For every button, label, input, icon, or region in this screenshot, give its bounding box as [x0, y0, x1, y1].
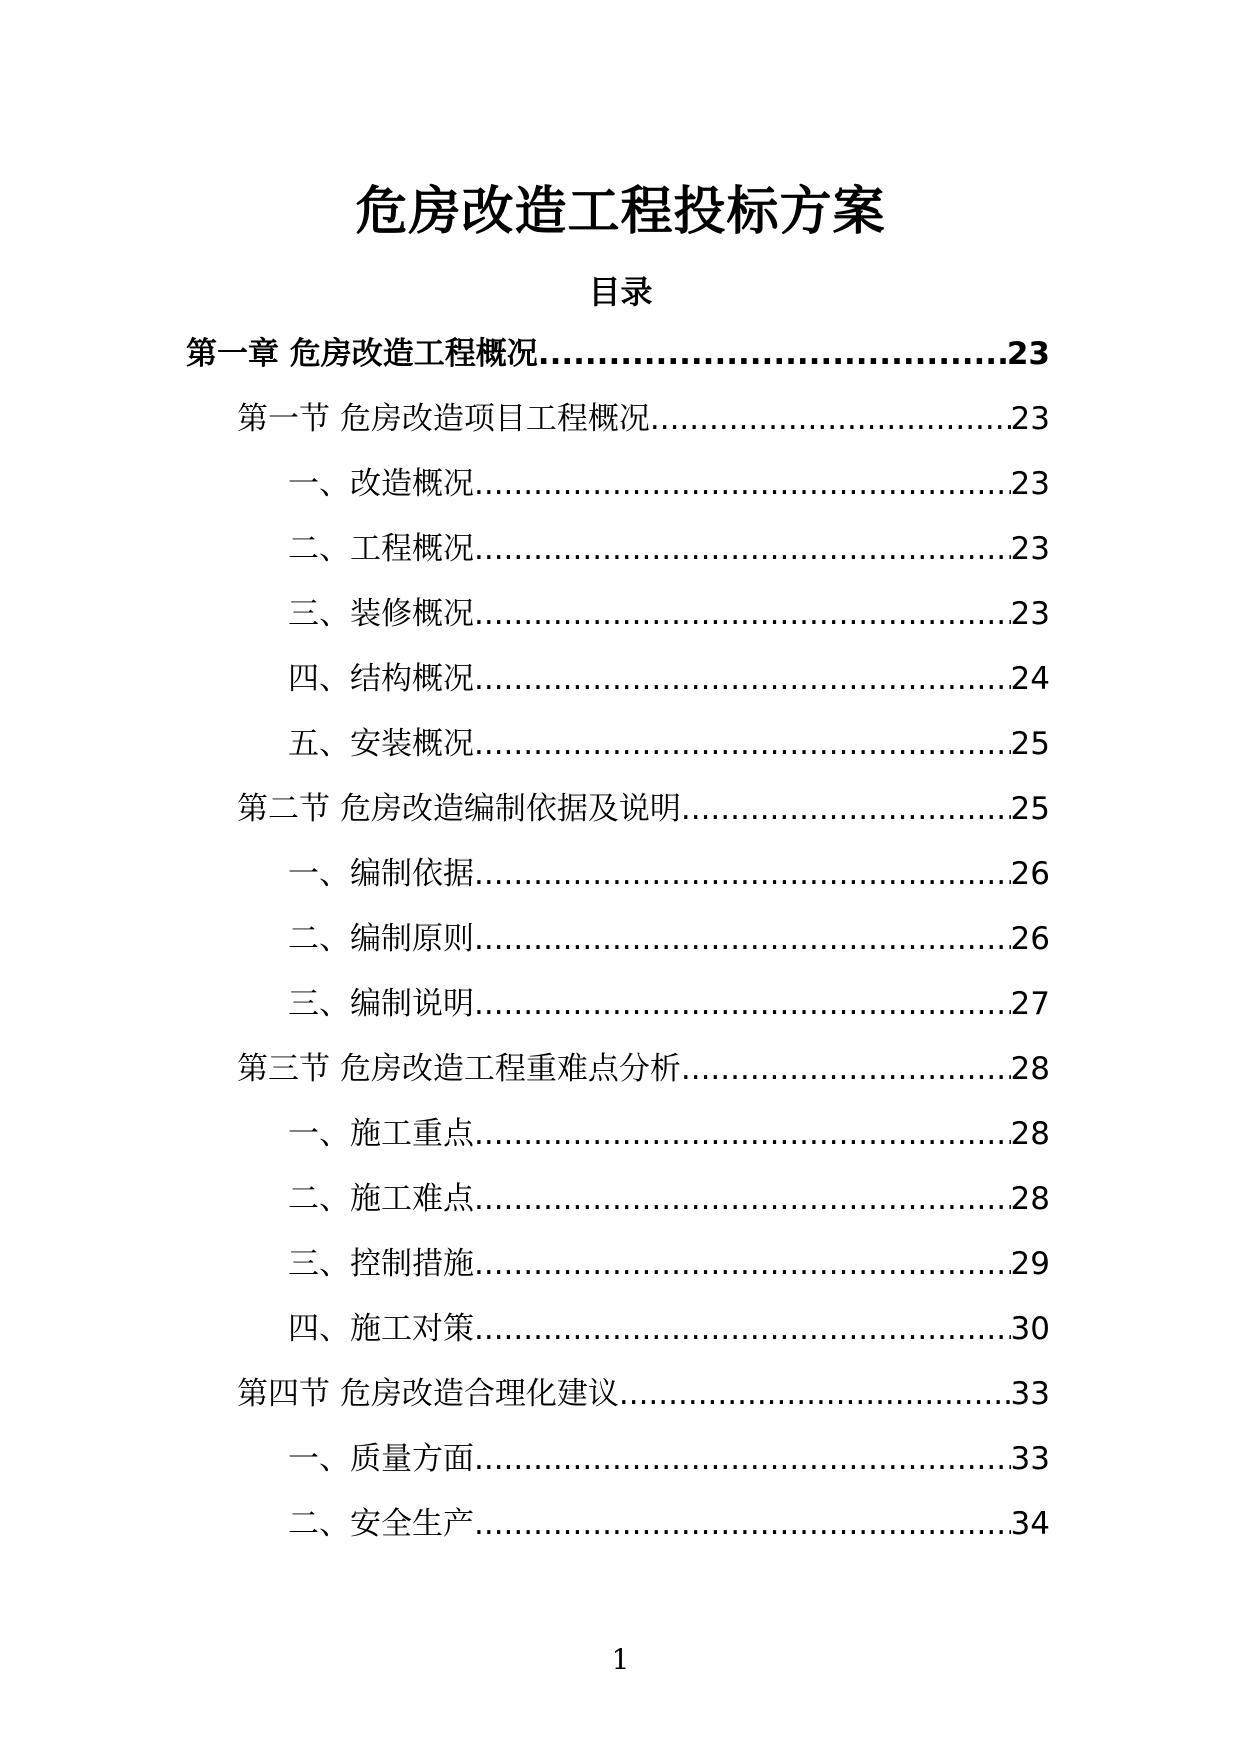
toc-entry[interactable] [186, 1372, 1050, 1437]
toc-entry-page: 24 [1010, 661, 1050, 697]
toc-entry-page: 26 [1010, 856, 1050, 892]
toc-dot-leader [474, 852, 1011, 896]
toc-dot-leader [650, 397, 1011, 441]
toc-entry-page: 29 [1010, 1246, 1050, 1282]
toc-entry-page: 28 [1010, 1051, 1050, 1087]
toc-entry[interactable] [186, 852, 1050, 917]
toc-heading: 目录 [588, 273, 653, 311]
toc-entry-page: 23 [1010, 531, 1050, 567]
toc-dot-leader [474, 527, 1011, 571]
toc-dot-leader [474, 1502, 1011, 1546]
toc-dot-leader [474, 462, 1011, 506]
toc-entry-title: 三、装修概况 [288, 596, 474, 632]
toc-entry-title: 第三节 危房改造工程重难点分析 [237, 1051, 681, 1087]
toc-entry-title: 四、结构概况 [288, 661, 474, 697]
toc-entry[interactable] [186, 787, 1050, 852]
table-of-contents [186, 332, 1050, 1567]
toc-entry-title: 二、施工难点 [288, 1181, 474, 1217]
toc-entry[interactable] [186, 1047, 1050, 1112]
toc-entry-page: 30 [1010, 1311, 1050, 1347]
toc-entry-title: 第一节 危房改造项目工程概况 [237, 401, 650, 437]
toc-dot-leader [474, 722, 1011, 766]
toc-entry-page: 23 [1010, 596, 1050, 632]
toc-dot-leader [619, 1372, 1011, 1416]
toc-entry-title: 第二节 危房改造编制依据及说明 [237, 791, 681, 827]
toc-dot-leader [474, 592, 1011, 636]
toc-entry-page: 28 [1010, 1116, 1050, 1152]
toc-entry[interactable] [186, 397, 1050, 462]
toc-dot-leader [474, 982, 1011, 1026]
toc-entry[interactable] [186, 332, 1050, 397]
toc-entry-title: 三、编制说明 [288, 986, 474, 1022]
toc-entry-title: 二、编制原则 [288, 921, 474, 957]
toc-entry[interactable] [186, 1502, 1050, 1567]
toc-entry-title: 一、质量方面 [288, 1441, 474, 1477]
toc-dot-leader [474, 1307, 1011, 1351]
toc-entry-page: 23 [1006, 336, 1050, 372]
toc-entry[interactable] [186, 722, 1050, 787]
toc-entry-page: 25 [1010, 791, 1050, 827]
toc-entry-title: 二、安全生产 [288, 1506, 474, 1542]
toc-entry[interactable] [186, 527, 1050, 592]
toc-entry[interactable] [186, 462, 1050, 527]
toc-entry[interactable] [186, 1242, 1050, 1307]
toc-entry-title: 二、工程概况 [288, 531, 474, 567]
toc-entry-title: 第一章 危房改造工程概况 [186, 336, 538, 372]
toc-entry-title: 一、改造概况 [288, 466, 474, 502]
toc-dot-leader [474, 1112, 1011, 1156]
toc-dot-leader [474, 1177, 1011, 1221]
toc-entry-title: 四、施工对策 [288, 1311, 474, 1347]
toc-entry[interactable] [186, 1307, 1050, 1372]
toc-dot-leader [681, 1047, 1011, 1091]
toc-entry-title: 五、安装概况 [288, 726, 474, 762]
toc-entry[interactable] [186, 657, 1050, 722]
toc-entry-title: 第四节 危房改造合理化建议 [237, 1376, 619, 1412]
toc-entry-page: 34 [1010, 1506, 1050, 1542]
toc-entry-page: 26 [1010, 921, 1050, 957]
toc-entry-page: 27 [1010, 986, 1050, 1022]
toc-entry[interactable] [186, 1437, 1050, 1502]
toc-entry[interactable] [186, 1112, 1050, 1177]
toc-entry-page: 23 [1010, 466, 1050, 502]
toc-entry-page: 28 [1010, 1181, 1050, 1217]
toc-entry-title: 一、施工重点 [288, 1116, 474, 1152]
toc-entry-page: 25 [1010, 726, 1050, 762]
toc-dot-leader [681, 787, 1011, 831]
toc-dot-leader [474, 1437, 1011, 1481]
toc-entry[interactable] [186, 917, 1050, 982]
toc-entry-page: 33 [1010, 1441, 1050, 1477]
toc-entry-title: 一、编制依据 [288, 856, 474, 892]
toc-entry[interactable] [186, 982, 1050, 1047]
toc-dot-leader [538, 332, 1007, 376]
toc-entry-page: 23 [1010, 401, 1050, 437]
toc-dot-leader [474, 657, 1011, 701]
page-number: 1 [611, 1643, 630, 1676]
toc-entry-page: 33 [1010, 1376, 1050, 1412]
toc-entry[interactable] [186, 1177, 1050, 1242]
document-title: 危房改造工程投标方案 [355, 182, 886, 242]
toc-dot-leader [474, 917, 1011, 961]
toc-entry[interactable] [186, 592, 1050, 657]
toc-entry-title: 三、控制措施 [288, 1246, 474, 1282]
toc-dot-leader [474, 1242, 1011, 1286]
